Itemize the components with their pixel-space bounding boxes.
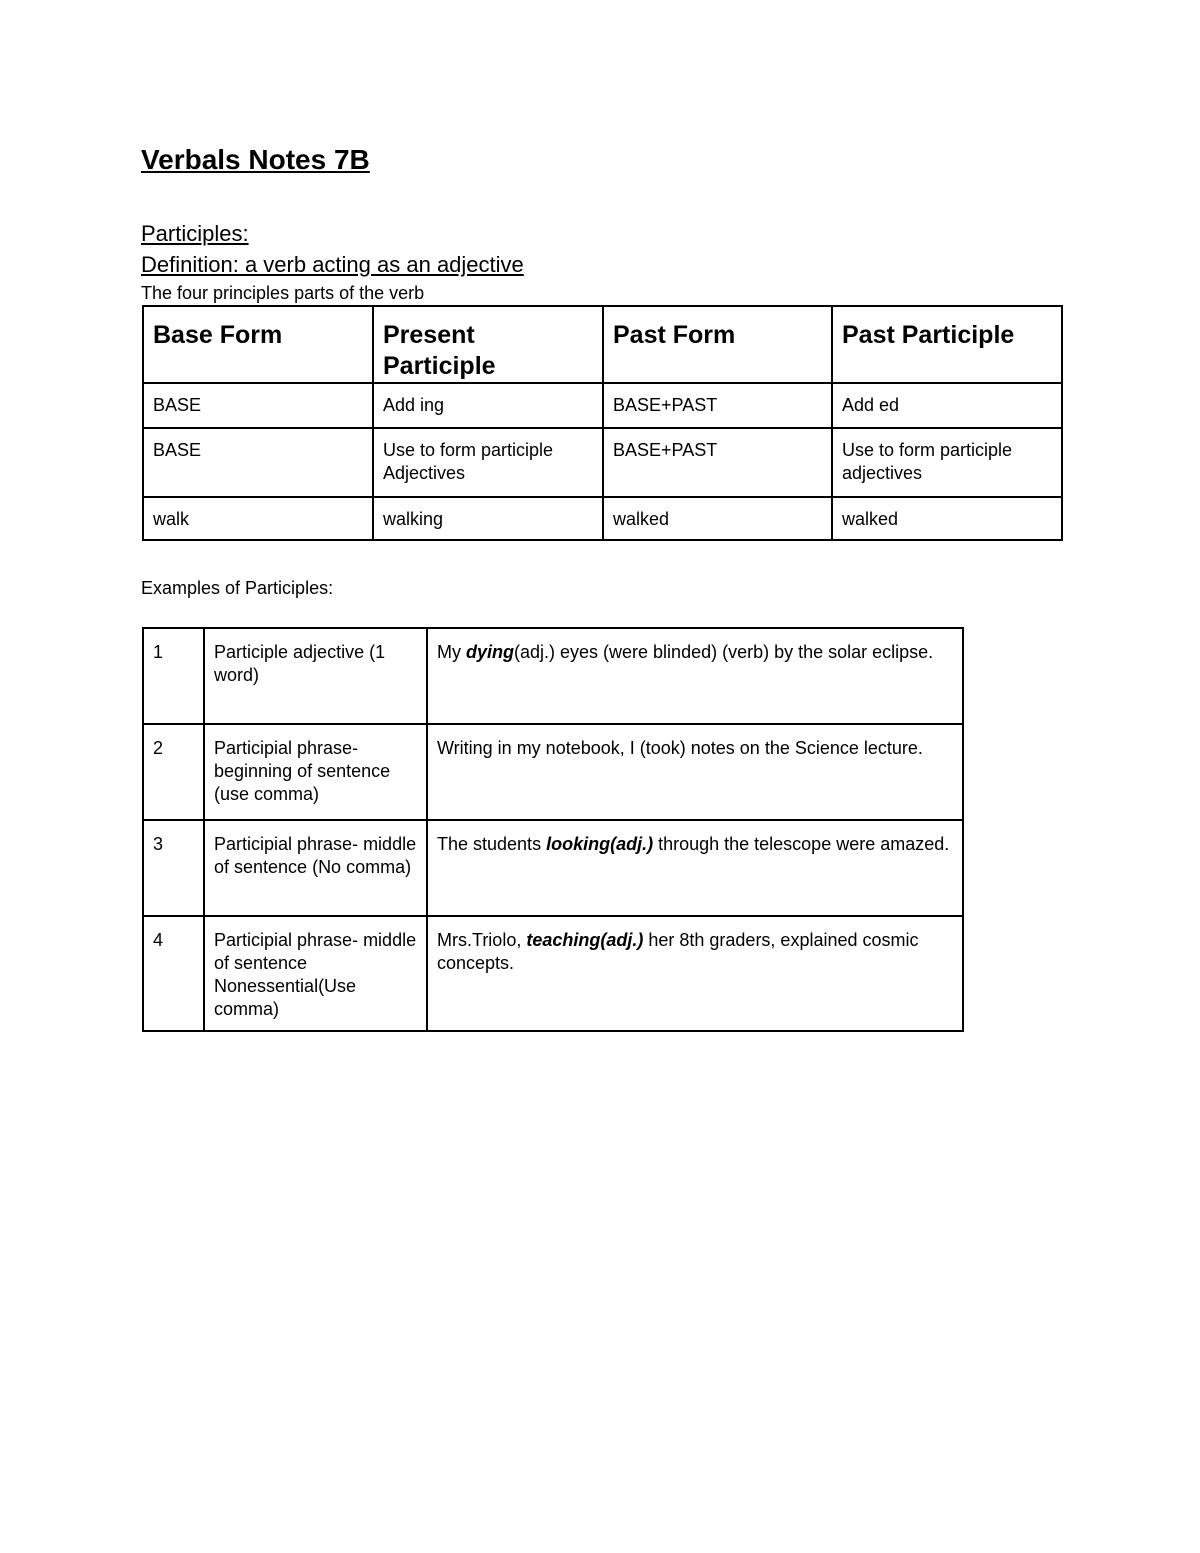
header-past-form: Past Form: [603, 306, 832, 383]
header-present-participle: Present Participle: [373, 306, 603, 383]
definition-line: Definition: a verb acting as an adjective: [141, 252, 524, 277]
table-cell: Add ed: [832, 383, 1062, 428]
table-row: [143, 497, 1062, 540]
example-type: Participial phrase- middle of sentence (No comma): [204, 820, 427, 916]
table-row: [143, 916, 963, 1031]
table-cell: walked: [832, 497, 1062, 540]
emphasized-word: dying: [466, 642, 514, 662]
example-number: 3: [143, 820, 204, 916]
example-sentence: The students looking(adj.) through the telescope were amazed.: [427, 820, 963, 916]
table-cell: Use to form participle Adjectives: [373, 428, 603, 497]
emphasized-word: teaching(adj.): [526, 930, 644, 950]
table-cell: BASE+PAST: [603, 428, 832, 497]
table-cell: BASE: [143, 428, 373, 497]
table-cell: walked: [603, 497, 832, 540]
example-number: 4: [143, 916, 204, 1031]
table-cell: walk: [143, 497, 373, 540]
header-past-participle: Past Participle: [832, 306, 1062, 383]
table-cell: BASE+PAST: [603, 383, 832, 428]
intro-line: The four principles parts of the verb: [141, 283, 425, 303]
principal-parts-table: [142, 305, 1063, 541]
examples-table: [142, 627, 964, 1032]
header-base-form: Base Form: [143, 306, 373, 383]
table-row: [143, 820, 963, 916]
examples-label: Examples of Participles:: [141, 578, 334, 598]
participles-heading: Participles:: [141, 221, 249, 246]
table-cell: BASE: [143, 383, 373, 428]
table-row: [143, 628, 963, 724]
table-row: [143, 383, 1062, 428]
table-row: [143, 724, 963, 820]
example-sentence: Writing in my notebook, I (took) notes on the Science lecture.: [427, 724, 963, 820]
table-cell: walking: [373, 497, 603, 540]
example-type: Participle adjective (1 word): [204, 628, 427, 724]
table-row: [143, 428, 1062, 497]
table-cell: Use to form participle adjectives: [832, 428, 1062, 497]
example-number: 1: [143, 628, 204, 724]
table-cell: Add ing: [373, 383, 603, 428]
emphasized-word: looking(adj.): [546, 834, 654, 854]
example-type: Participial phrase- middle of sentence Nonessential(Use comma): [204, 916, 427, 1031]
example-sentence: My dying(adj.) eyes (were blinded) (verb) by the solar eclipse.: [427, 628, 963, 724]
example-number: 2: [143, 724, 204, 820]
example-type: Participial phrase- beginning of sentence (use comma): [204, 724, 427, 820]
table-header-row: [143, 306, 1062, 383]
example-sentence: Mrs.Triolo, teaching(adj.) her 8th graders, explained cosmic concepts.: [427, 916, 963, 1031]
page-title: Verbals Notes 7B: [141, 144, 370, 175]
